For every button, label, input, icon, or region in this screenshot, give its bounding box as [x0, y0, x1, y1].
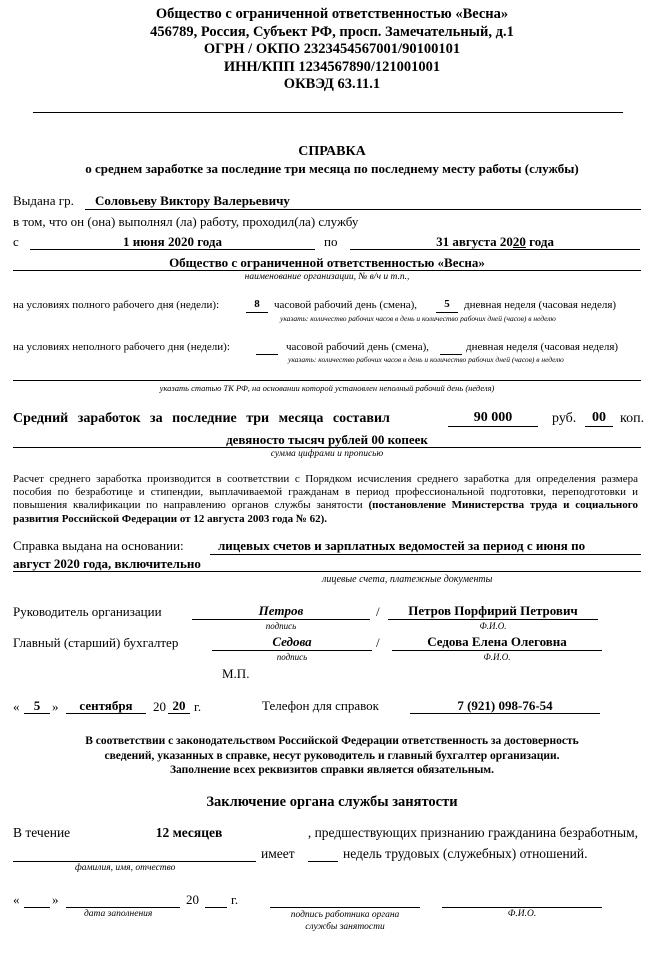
worked-text: в том, что он (она) выполнял (ла) работу, проходил(ла) службу: [13, 214, 359, 229]
concl-date-hint: дата заполнения: [84, 909, 153, 919]
basis-hint: лицевые счета, платежные документы: [322, 574, 493, 585]
salary-words-hint: сумма цифрами и прописью: [270, 449, 384, 459]
head-name: Петров Порфирий Петрович: [408, 603, 578, 618]
salary-text: Средний заработок за последние три месяца составил: [13, 411, 390, 426]
concl-year-line: [205, 907, 227, 908]
employee-sign-hint-2: службы занятости: [305, 922, 385, 932]
date-year: 20: [172, 698, 186, 713]
to-date: [350, 234, 640, 250]
employee-sign-hint-1: подпись работника органа: [290, 910, 400, 920]
header-divider: [33, 112, 623, 113]
basis-line2: [13, 571, 641, 572]
accountant-sign-line: [212, 650, 372, 651]
date-close-quote: »: [52, 699, 59, 714]
has-text: имеет: [261, 846, 295, 861]
salary-kop-line: [585, 426, 613, 427]
to-date-prefix: 31 августа 20: [436, 234, 513, 249]
recipient-name: Соловьеву Виктору Валерьевичу: [95, 193, 290, 208]
accountant-name-hint: Ф.И.О.: [483, 652, 511, 662]
rub-label: руб.: [552, 411, 577, 426]
full-day-hint: указать: количество рабочих часов в день и количество рабочих дней (часов) в неделю: [280, 314, 556, 323]
full-hours-line: [246, 312, 268, 313]
org-inn-kpp: ИНН/КПП 1234567890/121001001: [223, 58, 441, 75]
date-year-prefix: 20: [153, 699, 166, 714]
part-days-text: дневная неделя (часовая неделя): [466, 341, 619, 353]
full-day-days: 5: [444, 298, 450, 310]
calculation-reference: (постановление Министерства труда и социального развития Российской Федерации от 12 августа 2003 года № 62).: [13, 499, 638, 525]
conclusion-title: Заключение органа службы занятости: [206, 794, 458, 810]
concl-year-prefix: 20: [186, 892, 199, 907]
employee-sign-hint: [270, 909, 420, 933]
article-hint: указать статью ТК РФ, на основании которой установлен неполный рабочий день (неделя): [159, 383, 495, 393]
from-date: 1 июня 2020 года: [123, 234, 222, 249]
employee-fio-hint: Ф.И.О.: [507, 909, 537, 919]
concl-month-line: [66, 907, 180, 908]
accountant-label: Главный (старший) бухгалтер: [13, 635, 179, 650]
date-open-quote: «: [13, 699, 20, 714]
org-address: 456789, Россия, Субъект РФ, просп. Замечательный, д.1: [150, 23, 514, 40]
part-day-hint: указать: количество рабочих часов в день и количество рабочих дней (часов) в неделю: [288, 355, 564, 364]
employer-line: [13, 270, 641, 271]
stamp-place: М.П.: [222, 666, 250, 681]
employer-name: Общество с ограниченной ответственностью «Весна»: [169, 255, 485, 270]
conclusion-line1: [13, 825, 638, 841]
document-subtitle: о среднем заработке за последние три месяца по последнему месту работы (службы): [85, 161, 579, 176]
basis-label: Справка выдана на основании:: [13, 538, 184, 553]
salary-words-line: [13, 447, 641, 448]
basis-value-line1: лицевых счетов и зарплатных ведомостей за период с июня по: [218, 538, 586, 553]
head-signature: Петров: [258, 603, 304, 618]
concl-day-line: [24, 907, 50, 908]
full-days-text: дневная неделя (часовая неделя): [464, 299, 617, 311]
date-month-line: [66, 713, 146, 714]
to-date-line: [350, 249, 640, 250]
kop-label: коп.: [620, 411, 645, 426]
part-day-label: на условиях неполного рабочего дня (недели):: [13, 341, 230, 353]
notice-line2: сведений, указанных в справке, несут руководитель и главный бухгалтер организации.: [104, 749, 560, 762]
document-title: СПРАВКА: [298, 144, 366, 159]
date-year-line: [168, 713, 190, 714]
date-year-suffix: г.: [194, 699, 202, 714]
concl-date-open: «: [13, 892, 20, 907]
salary-amount-line: [448, 426, 538, 427]
to-label: по: [324, 234, 338, 249]
concl-year-suffix: г.: [231, 892, 239, 907]
salary-kop: 00: [592, 410, 606, 425]
phone-line: [410, 713, 600, 714]
head-sign-hint: подпись: [265, 621, 297, 631]
accountant-name-line: [392, 650, 602, 651]
org-ogrn-okpo: ОГРН / ОКПО 2323454567001/90100101: [203, 41, 461, 57]
accountant-sign-hint: подпись: [276, 652, 308, 662]
date-month: сентября: [79, 698, 133, 713]
employee-fio-line: [442, 907, 602, 908]
notice-line1: В соответствии с законодательством Российской Федерации ответственность за достоверность: [85, 735, 579, 747]
employee-sign-line: [270, 907, 420, 908]
phone-number: 7 (921) 098-76-54: [457, 698, 553, 713]
head-slash: /: [376, 604, 380, 619]
phone-label: Телефон для справок: [262, 698, 379, 713]
issued-label: Выдана гр.: [13, 193, 74, 208]
from-date-line: [30, 249, 315, 250]
org-name: Общество с ограниченной ответственностью «Весна»: [155, 6, 509, 22]
recipient-line: [85, 209, 641, 210]
org-okved: ОКВЭД 63.11.1: [283, 76, 381, 92]
fio-line: [13, 861, 256, 862]
part-hours-line: [256, 354, 278, 355]
date-day: 5: [33, 698, 41, 713]
conclusion-text-b: , предшествующих признанию гражданина безработным,: [307, 825, 638, 840]
org-header: [0, 6, 664, 94]
calculation-paragraph: [13, 473, 638, 526]
head-name-line: [388, 619, 598, 620]
salary-amount: 90 000: [473, 410, 513, 425]
basis-line1: [210, 554, 641, 555]
conclusion-months: 12 месяцев: [155, 825, 223, 840]
to-date-suffix: года: [525, 234, 554, 249]
accountant-name: Седова Елена Олеговна: [427, 634, 567, 649]
head-sign-line: [192, 619, 370, 620]
weeks-count-line: [308, 861, 338, 862]
head-name-hint: Ф.И.О.: [479, 621, 507, 631]
full-hours-text: часовой рабочий день (смена),: [274, 299, 418, 311]
accountant-slash: /: [376, 635, 380, 650]
to-date-year: 20: [512, 234, 526, 249]
accountant-signature: Седова: [272, 634, 312, 649]
employer-hint: наименование организации, № в/ч и т.п.,: [244, 272, 410, 282]
weeks-text: недель трудовых (служебных) отношений.: [343, 846, 588, 861]
basis-value-line2: август 2020 года, включительно: [13, 556, 201, 571]
from-label: с: [13, 234, 19, 249]
fio-hint: фамилия, имя, отчество: [75, 863, 176, 873]
notice-line3: Заполнение всех реквизитов справки является обязательным.: [169, 764, 495, 776]
part-hours-text: часовой рабочий день (смена),: [286, 341, 430, 353]
article-line: [13, 380, 641, 381]
full-day-label: на условиях полного рабочего дня (недели):: [13, 299, 220, 311]
calculation-text: Расчет среднего заработка производится в соответствии с Порядком исчисления среднего заработка для определения размера пособия по безработице и стипендии, выплачиваемой гражданам в период профессиональной подготовки, переподготовки и повышения квалификации по направлению органов службы занятости: [13, 473, 638, 512]
date-day-line: [24, 713, 50, 714]
full-day-hours: 8: [254, 298, 260, 310]
concl-date-close: »: [52, 892, 59, 907]
head-label: Руководитель организации: [13, 604, 162, 619]
responsibility-notice: [0, 734, 664, 778]
full-days-line: [436, 312, 458, 313]
conclusion-text-a: В течение: [13, 825, 71, 840]
salary-in-words: девяносто тысяч рублей 00 копеек: [226, 432, 428, 447]
